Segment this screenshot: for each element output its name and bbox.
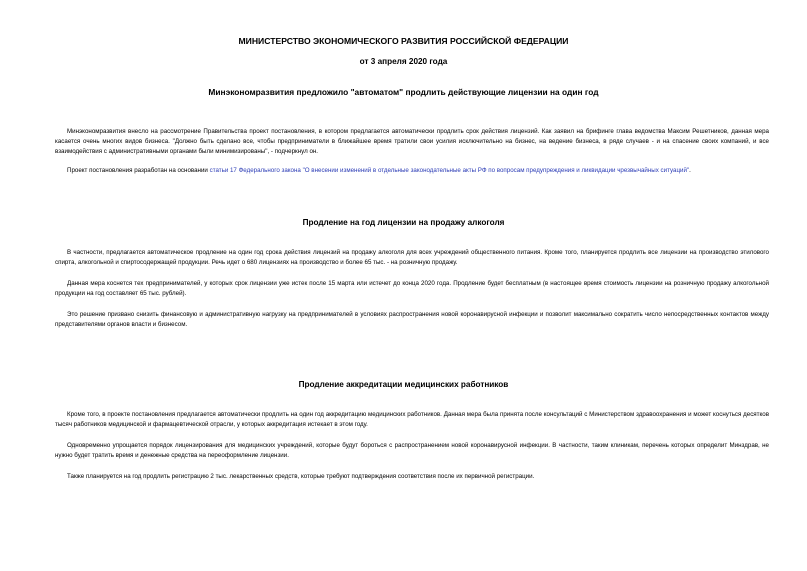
alcohol-paragraph-1: В частности, предлагается автоматическое продление на один год срока действия лицензий на продажу алкоголя для всех учреждений общественного питания. Кроме того, планируется продлить все лицензии на производство этилового спирта, алкогольной и спиртосодержащей продукции. Речь идет о 680 лицензиях на производство и более 65 тыс. - на розничную продажу. xyxy=(55,249,769,267)
ministry-title: МИНИСТЕРСТВО ЭКОНОМИЧЕСКОГО РАЗВИТИЯ РОССИЙСКОЙ ФЕДЕРАЦИИ xyxy=(238,36,569,46)
law-article-link[interactable]: статьи 17 Федерального закона "О внесении изменений в отдельные законодательные акты РФ по вопросам предупреждения и ликвидации чрезвычайных ситуаций" xyxy=(209,167,690,174)
section-title-medical: Продление аккредитации медицинских работников xyxy=(298,380,509,389)
medical-paragraph-2: Одновременно упрощается порядок лицензирования для медицинских учреждений, которые будут бороться с распространением новой коронавирусной инфекции. В частности, таким клиникам, перечень которых определит Минздрав, не нужно будет тратить время и денежные средства на переоформление лицензии. xyxy=(55,442,769,460)
alcohol-paragraph-2: Данная мера коснется тех предпринимателей, у которых срок лицензии уже истек после 15 марта или истечет до конца 2020 года. Продление будет бесплатным (в настоящее время стоимость лицензии на розничную продажу алкогольной продукции на год составляет 65 тыс. рублей). xyxy=(55,280,769,298)
document-date: от 3 апреля 2020 года xyxy=(359,57,448,66)
intro-paragraph-1: Минэкономразвития внесло на рассмотрение Правительства проект постановления, в котором предлагается автоматически продлить срок действия лицензий. Как заявил на брифинге глава ведомства Максим Решетников, данная мера касается очень многих видов бизнеса. "Должно быть сделано все, чтобы предприниматели в ближайшее время тратили свои усилия исключительно на бизнес, на ведение бизнеса, в ряде случаев - и на спасение своих компаний, и все взаимодействия с административными органами были минимизированы", - подчеркнул он. xyxy=(55,128,769,156)
headline: Минэкономразвития предложило "автоматом" продлить действующие лицензии на один год xyxy=(208,87,599,97)
intro-paragraph-2-text: Проект постановления разработан на основании xyxy=(67,167,210,174)
section-title-alcohol: Продление на год лицензии на продажу алкоголя xyxy=(302,218,505,227)
medical-paragraph-3: Также планируется на год продлить регистрацию 2 тыс. лекарственных средств, которые требуют подтверждения соответствия после их первичной регистрации. xyxy=(67,473,535,480)
alcohol-paragraph-3: Это решение призвано снизить финансовую и административную нагрузку на предпринимателей в условиях распространения новой коронавирусной инфекции и позволит максимально сократить число непосредственных контактов между представителями органов власти и бизнесом. xyxy=(55,311,769,329)
intro-paragraph-2-end: . xyxy=(689,167,691,174)
intro-paragraph-2 xyxy=(55,166,769,176)
medical-paragraph-1: Кроме того, в проекте постановления предлагается автоматически продлить на один год аккредитацию медицинских работников. Данная мера была принята после консультаций с Министерством здравоохранения и может коснуться десятков тысяч работников медицинской и фармацевтической отрасли, у которых аккредитация истекает в этом году. xyxy=(55,411,769,429)
